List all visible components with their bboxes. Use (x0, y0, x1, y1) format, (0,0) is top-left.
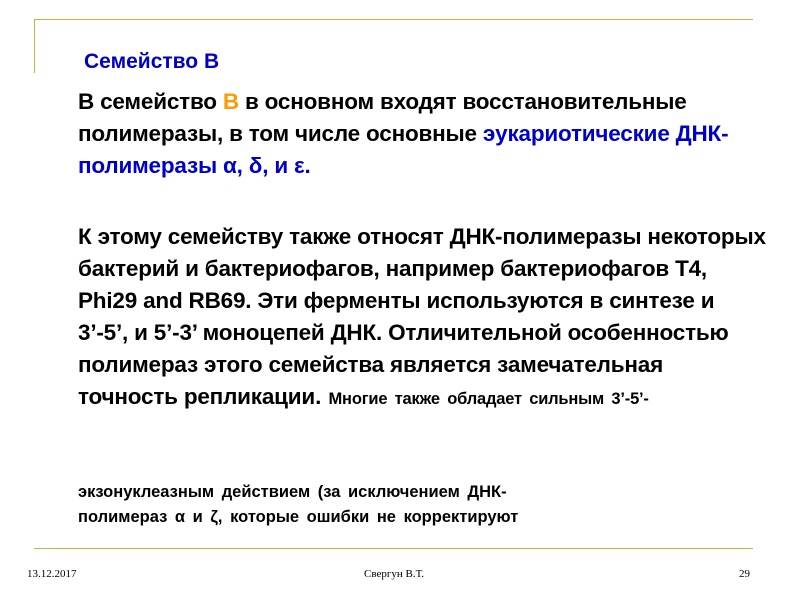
footer-date: 13.12.2017 (27, 568, 77, 580)
p3-line-2: полимераз α и ζ, которые ошибки не корректируют (78, 508, 519, 526)
paragraph-family-b (78, 86, 768, 182)
p1-highlight: эукариотические ДНК-полимеразы α, δ, и ε. (78, 121, 729, 178)
paragraph-exonuclease (78, 480, 768, 530)
footer-author: Свергун В.Т. (364, 568, 424, 580)
paragraph-bacteria (78, 221, 768, 415)
p2-small-text: Многие также обладает сильным 3’-5’- (321, 390, 649, 408)
frame-top-line (34, 19, 753, 20)
frame-bottom-line (34, 548, 753, 549)
frame-left-line (34, 19, 35, 73)
p3-line-1: экзонуклеазным действием (за исключением ДНК- (78, 483, 507, 501)
footer-page-number: 29 (739, 568, 750, 580)
p1-text-middle: в основном входят восстановительные полимеразы, в том числе основные (78, 89, 687, 146)
p1-letter-b: В (222, 89, 239, 114)
p1-text-start: В семейство (78, 89, 223, 114)
slide-title: Семейство В (84, 50, 220, 73)
p2-main-text: К этому семейству также относят ДНК-полимеразы некоторых бактерий и бактериофагов, например бактериофагов Т4, Phi29 and RB69. Эти ферменты используются в синтезе и 3’-5’, и 5’-3’ моноцепей ДНК. Отличительной особенностью полимераз этого семейства является замечательная точность репликации. (78, 224, 766, 409)
